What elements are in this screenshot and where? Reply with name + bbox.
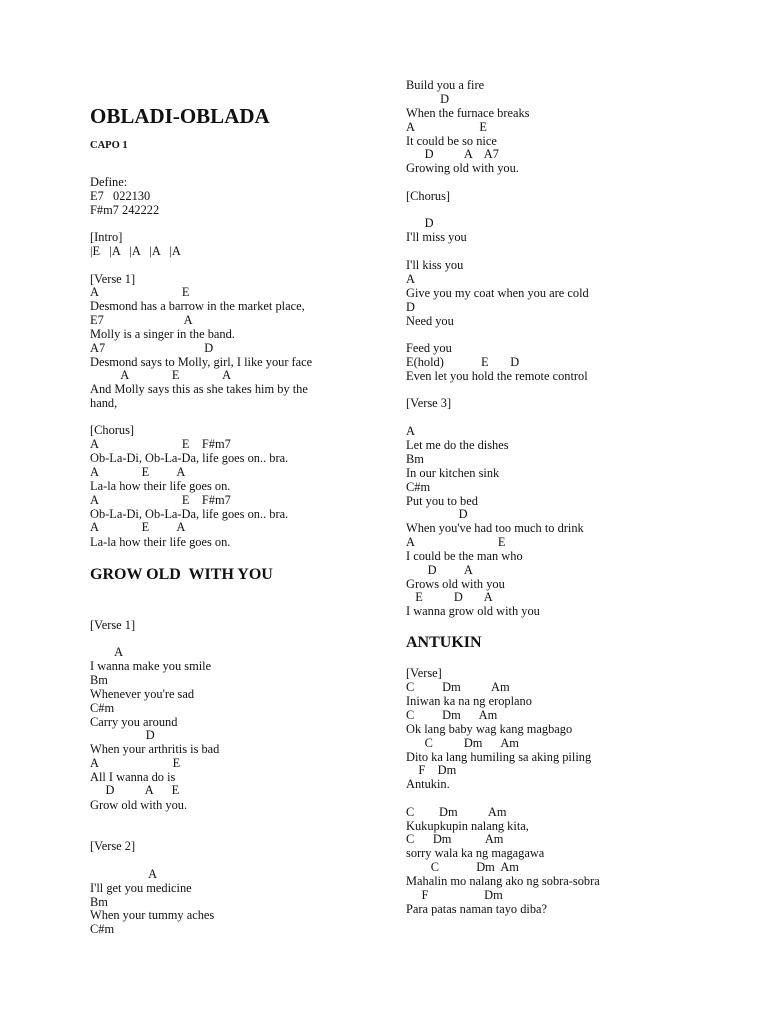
lyric-line: When your arthritis is bad bbox=[90, 742, 220, 756]
lyric-line: And Molly says this as she takes him by the bbox=[90, 382, 308, 396]
lyric-line: Give you my coat when you are cold bbox=[406, 286, 589, 300]
lyric-line: Ob-La-Di, Ob-La-Da, life goes on.. bra. bbox=[90, 451, 289, 465]
lyric-line: Build you a fire bbox=[406, 78, 485, 92]
song-title: GROW OLD WITH YOU bbox=[90, 566, 273, 583]
chord-line: A E F#m7 bbox=[90, 437, 231, 451]
lyric-line: Define: bbox=[90, 175, 128, 189]
chord-line: D bbox=[406, 507, 468, 521]
chord-line: D A bbox=[406, 563, 473, 577]
chord-line: A E bbox=[90, 756, 181, 770]
lyric-line: I'll kiss you bbox=[406, 258, 464, 272]
chord-line: A bbox=[90, 867, 158, 881]
section-label: [Verse] bbox=[406, 666, 442, 680]
lyric-line: Let me do the dishes bbox=[406, 438, 509, 452]
lyric-line: I wanna grow old with you bbox=[406, 604, 540, 618]
lyric-line: When your tummy aches bbox=[90, 908, 215, 922]
lyric-line: E7 022130 bbox=[90, 189, 151, 203]
chord-line: A E bbox=[406, 120, 487, 134]
chord-line: A E F#m7 bbox=[90, 493, 231, 507]
chord-line: D A E bbox=[90, 783, 180, 797]
lyric-line: Mahalin mo nalang ako ng sobra-sobra bbox=[406, 874, 600, 888]
chord-line: A bbox=[406, 272, 415, 286]
lyric-line: I'll miss you bbox=[406, 230, 467, 244]
lyric-line: In our kitchen sink bbox=[406, 466, 500, 480]
section-label: [Chorus] bbox=[90, 423, 135, 437]
lyric-line: Para patas naman tayo diba? bbox=[406, 902, 548, 916]
chord-line: F Dm bbox=[406, 888, 503, 902]
chord-line: E D A bbox=[406, 590, 493, 604]
lyric-line: When you've had too much to drink bbox=[406, 521, 584, 535]
lyric-line: Grows old with you bbox=[406, 577, 505, 591]
lyric-line: Ob-La-Di, Ob-La-Da, life goes on.. bra. bbox=[90, 507, 289, 521]
chord-line: C#m bbox=[406, 480, 431, 494]
chord-line: C Dm Am bbox=[406, 736, 519, 750]
lyric-line: Carry you around bbox=[90, 715, 178, 729]
chord-line: Bm bbox=[90, 895, 108, 909]
lyric-line: Dito ka lang humiling sa aking piling bbox=[406, 750, 592, 764]
chord-line: Bm bbox=[90, 673, 108, 687]
lyric-line: Kukupkupin nalang kita, bbox=[406, 819, 529, 833]
chord-line: E7 A bbox=[90, 313, 193, 327]
chord-line: D bbox=[406, 216, 434, 230]
lyric-line: La-la how their life goes on. bbox=[90, 535, 231, 549]
chord-line: A E bbox=[90, 285, 190, 299]
chord-line: D bbox=[90, 728, 155, 742]
lyric-line: Need you bbox=[406, 314, 454, 328]
song-title: ANTUKIN bbox=[406, 634, 482, 651]
chord-line: D bbox=[406, 92, 450, 106]
chord-line: C Dm Am bbox=[406, 832, 504, 846]
lyric-line: Ok lang baby wag kang magbago bbox=[406, 722, 573, 736]
lyric-line: Desmond has a barrow in the market place, bbox=[90, 299, 305, 313]
lyric-line: sorry wala ka ng magagawa bbox=[406, 846, 545, 860]
chord-line: F Dm bbox=[406, 763, 457, 777]
lyric-line: Whenever you're sad bbox=[90, 687, 195, 701]
song-title: OBLADI-OBLADA bbox=[90, 104, 270, 128]
lyric-line: Feed you bbox=[406, 341, 452, 355]
lyric-line: Grow old with you. bbox=[90, 798, 188, 812]
chord-line: A E A bbox=[90, 465, 186, 479]
section-label: [Verse 1] bbox=[90, 618, 136, 632]
chord-line: C Dm Am bbox=[406, 708, 498, 722]
lyric-line: I could be the man who bbox=[406, 549, 523, 563]
chord-line: C Dm Am bbox=[406, 860, 519, 874]
lyric-line: hand, bbox=[90, 396, 118, 410]
chord-line: A E A bbox=[90, 520, 186, 534]
lyric-line: Iniwan ka na ng eroplano bbox=[406, 694, 532, 708]
section-label: [Verse 2] bbox=[90, 839, 136, 853]
lyric-line: Even let you hold the remote control bbox=[406, 369, 588, 383]
chord-line: A bbox=[90, 645, 124, 659]
lyric-line: Desmond says to Molly, girl, I like your face bbox=[90, 355, 313, 369]
chord-line: A E A bbox=[90, 368, 232, 382]
chord-line: |E |A |A |A |A bbox=[90, 244, 181, 258]
lyric-line: When the furnace breaks bbox=[406, 106, 530, 120]
chord-line: A7 D bbox=[90, 341, 214, 355]
chord-line: C Dm Am bbox=[406, 680, 510, 694]
section-label: [Verse 3] bbox=[406, 396, 452, 410]
lyric-line: I wanna make you smile bbox=[90, 659, 212, 673]
lyric-line: Antukin. bbox=[406, 777, 450, 791]
chord-line: E(hold) E D bbox=[406, 355, 520, 369]
chord-line: C#m bbox=[90, 922, 115, 936]
section-label: [Chorus] bbox=[406, 189, 451, 203]
lyric-line: F#m7 242222 bbox=[90, 203, 160, 217]
capo-note: CAPO 1 bbox=[90, 140, 128, 151]
chord-line: A bbox=[406, 424, 415, 438]
chord-line: C#m bbox=[90, 701, 115, 715]
chord-line: D bbox=[406, 300, 415, 314]
chord-line: C Dm Am bbox=[406, 805, 507, 819]
chord-line: D A A7 bbox=[406, 147, 499, 161]
chord-line: A E bbox=[406, 535, 506, 549]
section-label: [Intro] bbox=[90, 230, 123, 244]
lyric-line: Put you to bed bbox=[406, 494, 478, 508]
lyric-line: La-la how their life goes on. bbox=[90, 479, 231, 493]
section-label: [Verse 1] bbox=[90, 272, 136, 286]
lyric-line: It could be so nice bbox=[406, 134, 497, 148]
lyric-line: Growing old with you. bbox=[406, 161, 519, 175]
lyric-line: I'll get you medicine bbox=[90, 881, 192, 895]
chord-line: Bm bbox=[406, 452, 424, 466]
lyric-line: Molly is a singer in the band. bbox=[90, 327, 235, 341]
lyric-line: All I wanna do is bbox=[90, 770, 176, 784]
